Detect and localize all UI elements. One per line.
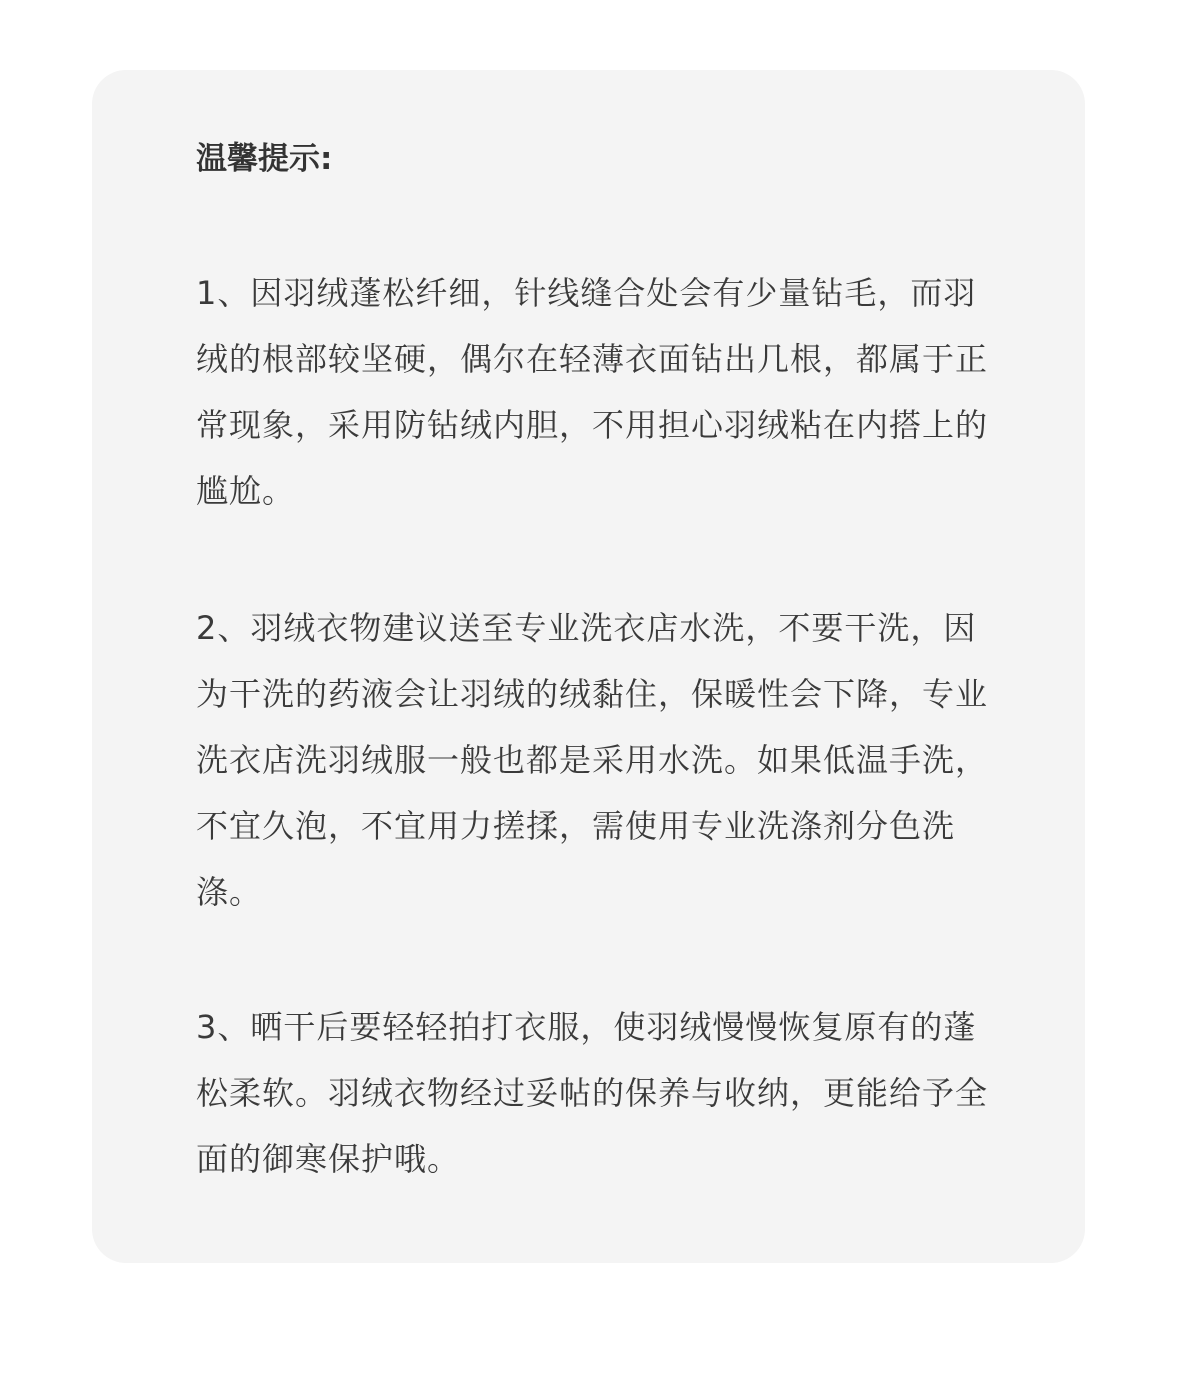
tip-item-2: 2、羽绒衣物建议送至专业洗衣店水洗，不要干洗，因为干洗的药液会让羽绒的绒黏住，保暖性会下降，专业洗衣店洗羽绒服一般也都是采用水洗。如果低温手洗，不宜久泡，不宜用力搓揉，需使用专业洗涤剂分色洗涤。 xyxy=(196,609,989,911)
tip-item-1: 1、因羽绒蓬松纤细，针线缝合处会有少量钻毛，而羽绒的根部较坚硬，偶尔在轻薄衣面钻出几根，都属于正常现象，采用防钻绒内胆，不用担心羽绒粘在内搭上的尴尬。 xyxy=(196,274,989,510)
tips-title: 温馨提示: xyxy=(196,141,333,177)
tip-item-3: 3、晒干后要轻轻拍打衣服，使羽绒慢慢恢复原有的蓬松柔软。羽绒衣物经过妥帖的保养与收纳，更能给予全面的御寒保护哦。 xyxy=(196,1008,989,1178)
tips-card xyxy=(92,70,1085,1263)
